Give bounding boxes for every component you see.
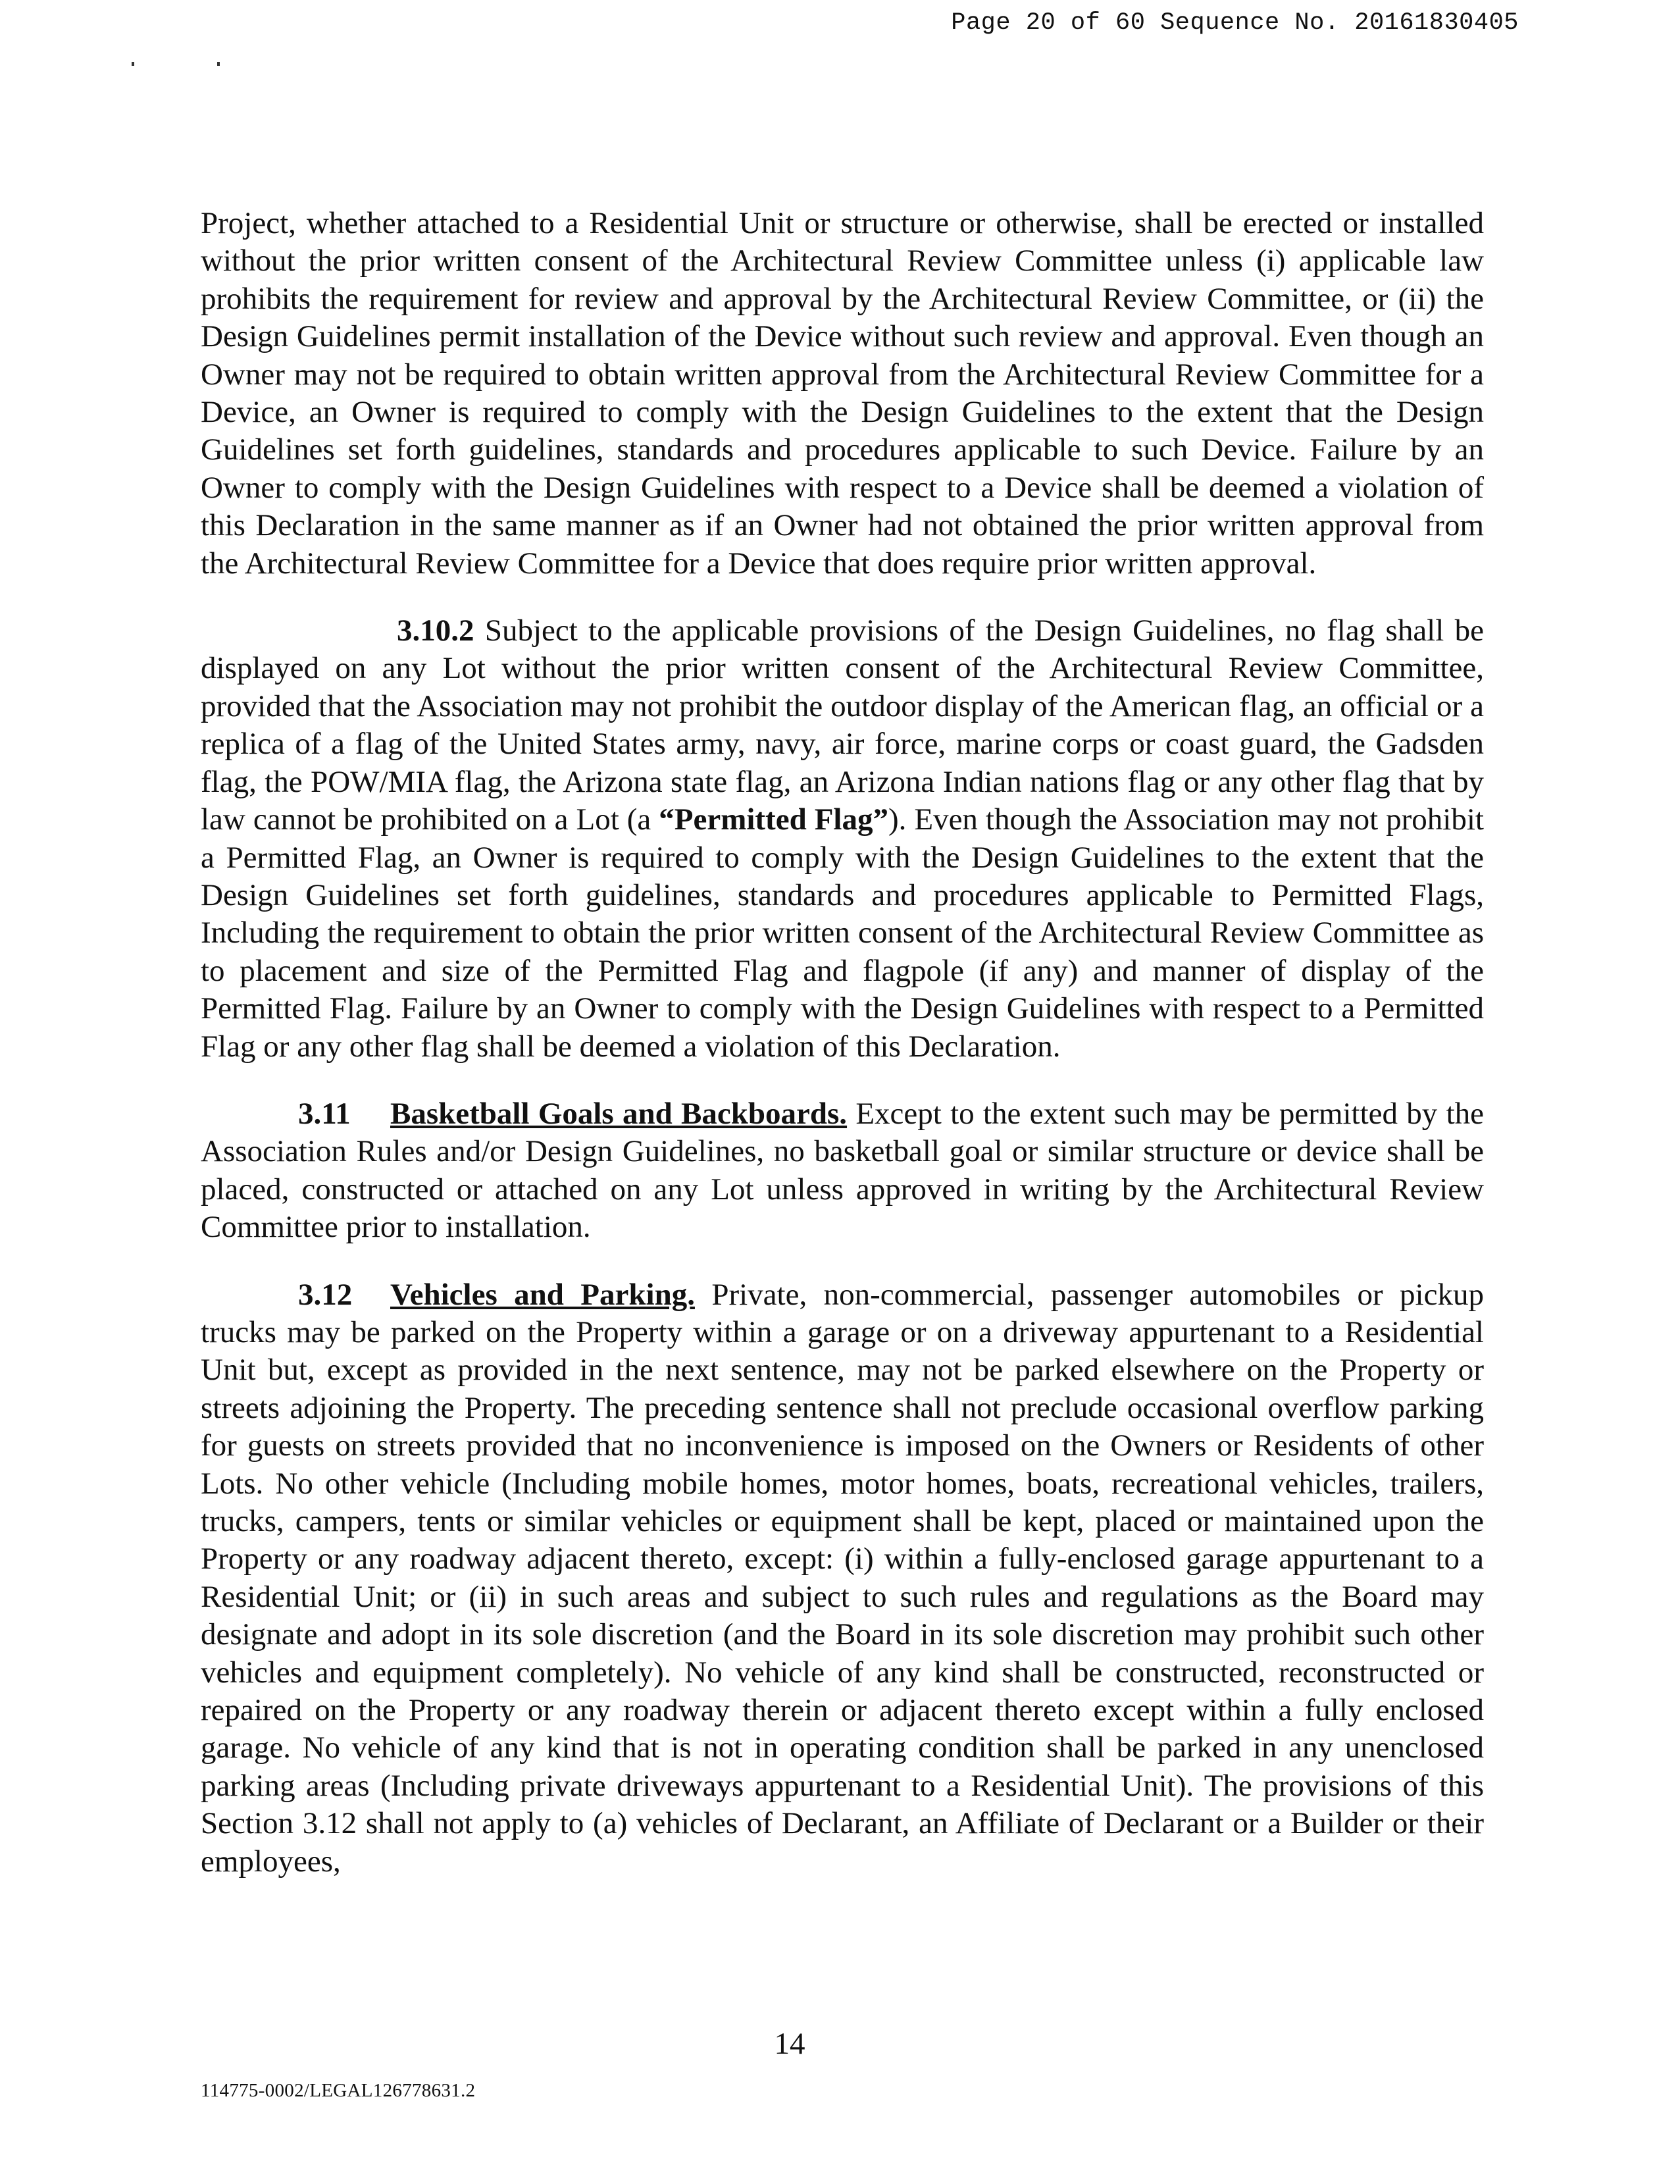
defined-term: “Permitted Flag” [659,802,888,837]
section-number: 3.10.2 [397,613,474,648]
scan-speck [217,62,220,66]
section-text: ). Even though the Association may not prohibit a Permitted Flag, an Owner is required to comply with the Design Guidelines to the extent that the Design Guidelines set forth guidelines, standards and procedures applicable to Permitted Flags, Including the requirement to obtain the prior written consent of the Architectural Review Committee as to placement and size of the Permitted Flag and flagpole (if any) and manner of display of the Permitted Flag. Failure by an Owner to comply with the Design Guidelines with respect to a Permitted Flag or any other flag shall be deemed a violation of this Declaration. [201,802,1484,1064]
scan-speck [132,62,134,66]
section-3-10-2 [201,612,1484,1066]
section-number: 3.12 [298,1277,353,1312]
section-heading: Vehicles and Parking. [390,1277,695,1312]
section-text: Subject to the applicable provisions of the Design Guidelines, no flag shall be displayed on any Lot without the prior written consent of the Architectural Review Committee, provided that the Association may not prohibit the outdoor display of the American flag, an official or a replica of a flag of the United States army, navy, air force, marine corps or coast guard, the Gadsden flag, the POW/MIA flag, the Arizona state flag, an Arizona Indian nations flag or any other flag that by law cannot be prohibited on a Lot (a [201,613,1484,837]
paragraph-continuation [201,205,1484,583]
document-id: 114775-0002/LEGAL126778631.2 [201,2080,476,2101]
section-heading: Basketball Goals and Backboards. [390,1096,848,1131]
section-text: Except to the extent such may be permitted by the Association Rules and/or Design Guidelines, no basketball goal or similar structure or device shall be placed, constructed or attached on any Lot unless approved in writing by the Architectural Review Committee prior to installation. [201,1096,1484,1245]
continuation-text: Project, whether attached to a Residential Unit or structure or otherwise, shall be erected or installed without the prior written consent of the Architectural Review Committee unless (i) applicable law prohibits the requirement for review and approval by the Architectural Review Committee, or (ii) the Design Guidelines permit installation of the Device without such review and approval. Even though an Owner may not be required to obtain written approval from the Architectural Review Committee for a Device, an Owner is required to comply with the Design Guidelines to the extent that the Design Guidelines set forth guidelines, standards and procedures applicable to such Device. Failure by an Owner to comply with the Design Guidelines with respect to a Device shall be deemed a violation of this Declaration in the same manner as if an Owner had not obtained the prior written approval from the Architectural Review Committee for a Device that does require prior written approval. [201,206,1484,581]
section-3-11 [201,1095,1484,1247]
section-text: Private, non-commercial, passenger automobiles or pickup trucks may be parked on the Property within a garage or on a driveway appurtenant to a Residential Unit but, except as provided in the next sentence, may not be parked elsewhere on the Property or streets adjoining the Property. The preceding sentence shall not preclude occasional overflow parking for guests on streets provided that no inconvenience is imposed on the Owners or Residents of other Lots. No other vehicle (Including mobile homes, motor homes, boats, recreational vehicles, trailers, trucks, campers, tents or similar vehicles or equipment shall be kept, placed or maintained upon the Property or any roadway adjacent thereto, except: (i) within a fully-enclosed garage appurtenant to a Residential Unit; or (ii) in such areas and subject to such rules and regulations as the Board may designate and adopt in its sole discretion (and the Board in its sole discretion may prohibit such other vehicles and equipment completely). No vehicle of any kind shall be constructed, reconstructed or repaired on the Property or any roadway therein or adjacent thereto except within a fully enclosed garage. No vehicle of any kind that is not in operating condition shall be parked in any unenclosed parking areas (Including private driveways appurtenant to a Residential Unit). The provisions of this Section 3.12 shall not apply to (a) vehicles of Declarant, an Affiliate of Declarant or a Builder or their employees, [201,1277,1484,1879]
section-number: 3.11 [298,1096,351,1131]
sequence-header: Page 20 of 60 Sequence No. 20161830405 [951,9,1519,37]
section-3-12 [201,1276,1484,1881]
document-body [201,205,1484,1910]
page-number: 14 [774,2027,805,2061]
